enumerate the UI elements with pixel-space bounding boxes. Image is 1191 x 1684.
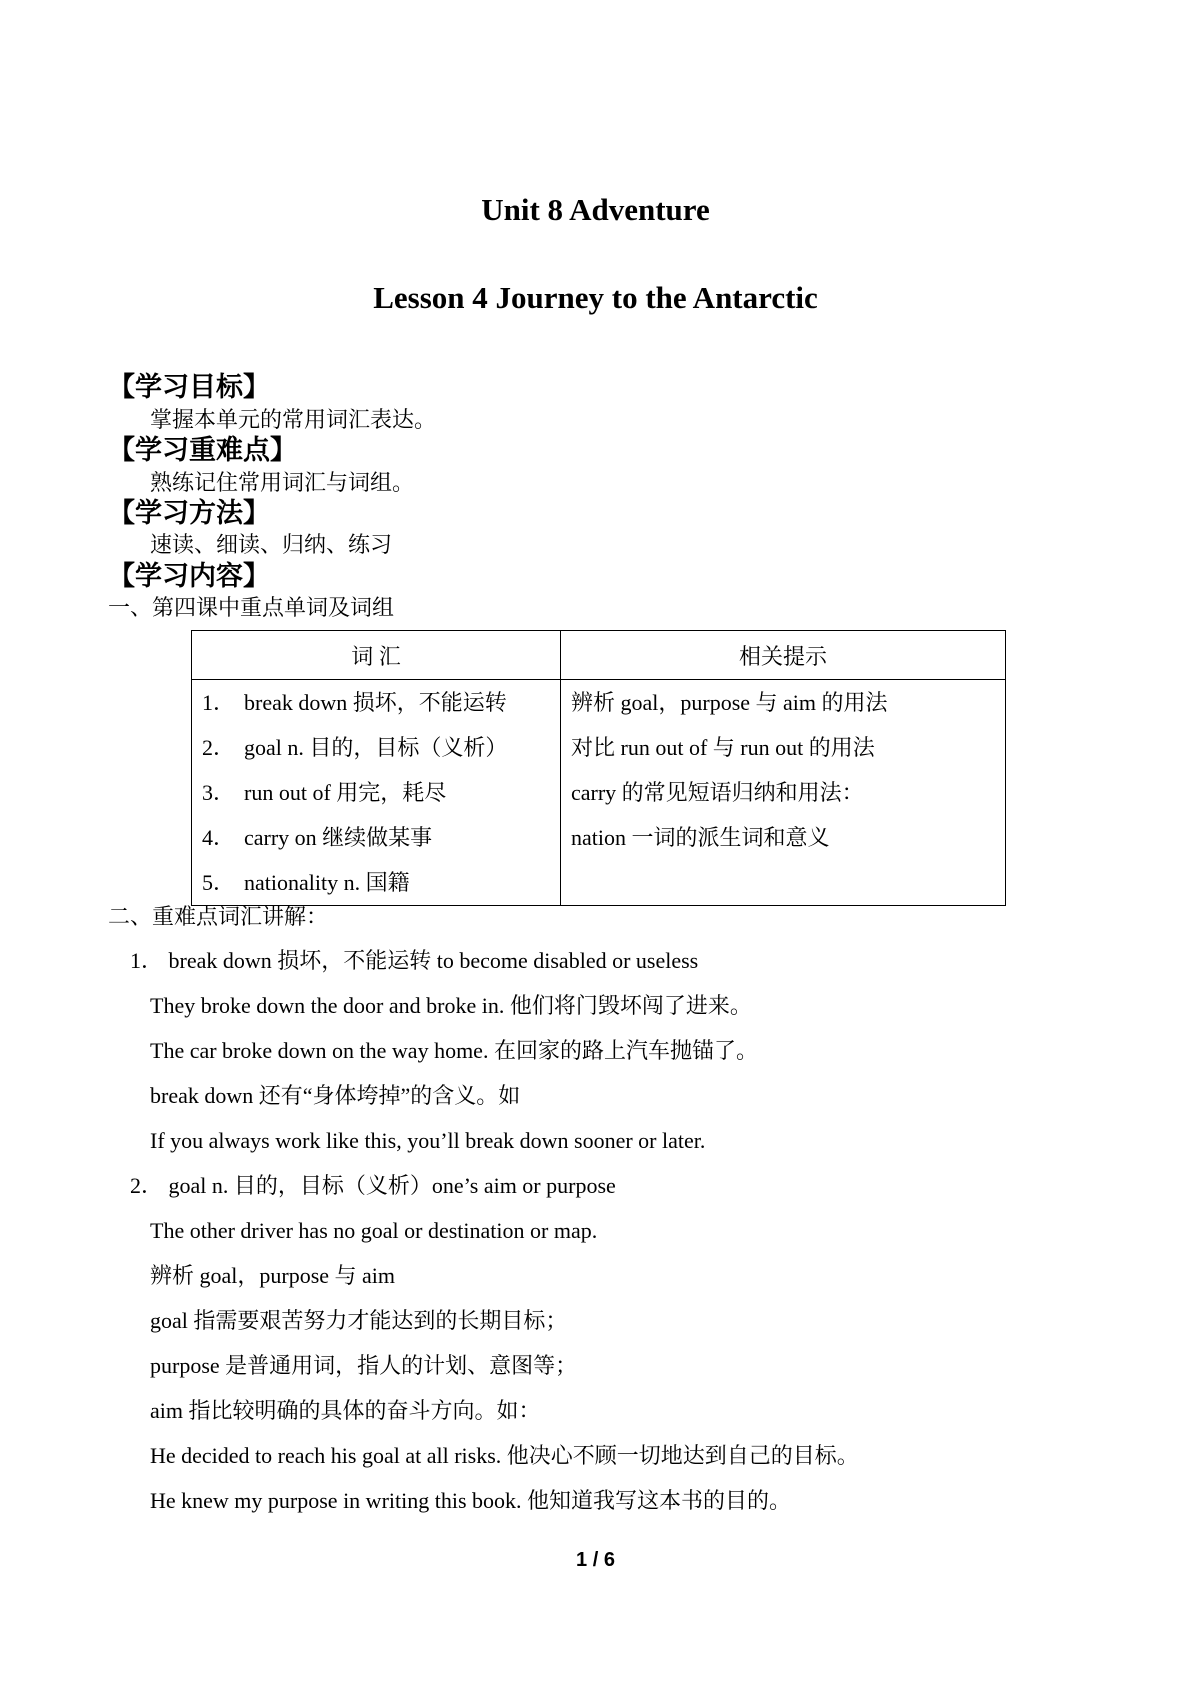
item2-title: 2． goal n. 目的，目标（义析）one’s aim or purpose: [130, 1173, 616, 1198]
vocab-list-cell: [192, 680, 561, 906]
example-line: He knew my purpose in writing this book. 他知道我写这本书的目的。: [150, 1488, 792, 1513]
example-line: If you always work like this, you’ll break down sooner or later.: [150, 1128, 706, 1153]
item-text: carry on 继续做某事: [244, 825, 433, 850]
lesson-title: Lesson 4 Journey to the Antarctic: [373, 280, 818, 315]
method-text: 速读、细读、归纳、练习: [150, 532, 393, 557]
item-number: 4．: [202, 825, 236, 850]
hint-item: 辨析 goal，purpose 与 aim 的用法: [571, 690, 888, 715]
table-header-hints: 相关提示: [561, 631, 1006, 680]
list-item: [192, 770, 560, 815]
hint-item: carry 的常见短语归纳和用法：: [571, 780, 864, 805]
part1-title: 一、第四课中重点单词及词组: [108, 595, 395, 620]
example-line: They broke down the door and broke in. 他们将门毁坏闯了进来。: [150, 993, 752, 1018]
difficulty-heading: 【学习重难点】: [108, 435, 297, 466]
list-item: [192, 680, 560, 725]
table-header-row: [192, 631, 1006, 680]
goal-text: 掌握本单元的常用词汇表达。: [150, 407, 437, 432]
example-line: The car broke down on the way home. 在回家的路上汽车抛锚了。: [150, 1038, 758, 1063]
hints-list-cell: [561, 680, 1006, 906]
example-line: goal 指需要艰苦努力才能达到的长期目标；: [150, 1308, 568, 1333]
item-text: nationality n. 国籍: [244, 870, 410, 895]
item-text: run out of 用完，耗尽: [244, 780, 447, 805]
example-line: purpose 是普通用词，指人的计划、意图等；: [150, 1353, 578, 1378]
example-line: The other driver has no goal or destination or map.: [150, 1218, 598, 1243]
example-line: break down 还有“身体垮掉”的含义。如: [150, 1083, 521, 1108]
list-item: [192, 860, 560, 905]
item1-title: 1． break down 损坏，不能运转 to become disabled or useless: [130, 948, 699, 973]
unit-title: Unit 8 Adventure: [481, 192, 710, 227]
item-number: 5．: [202, 870, 236, 895]
goal-heading: 【学习目标】: [108, 372, 270, 403]
item-text: goal n. 目的，目标（义析）: [244, 735, 508, 760]
hint-item: 对比 run out of 与 run out 的用法: [571, 735, 875, 760]
difficulty-text: 熟练记住常用词汇与词组。: [150, 470, 415, 495]
example-line: 辨析 goal，purpose 与 aim: [150, 1263, 396, 1288]
page-number: 1 / 6: [576, 1549, 615, 1571]
hint-item: nation 一词的派生词和意义: [571, 825, 830, 850]
method-heading: 【学习方法】: [108, 498, 270, 529]
content-heading: 【学习内容】: [108, 561, 270, 592]
example-line: aim 指比较明确的具体的奋斗方向。如：: [150, 1398, 541, 1423]
item-number: 2．: [202, 735, 236, 760]
part2-title: 二、重难点词汇讲解：: [108, 904, 329, 929]
list-item: [192, 725, 560, 770]
item-text: break down 损坏，不能运转: [244, 690, 507, 715]
vocab-table: [191, 630, 1006, 906]
table-header-vocab: 词 汇: [192, 631, 561, 680]
item-number: 1．: [202, 690, 236, 715]
list-item: [192, 815, 560, 860]
item-number: 3．: [202, 780, 236, 805]
table-row: [192, 680, 1006, 906]
example-line: He decided to reach his goal at all risks. 他决心不顾一切地达到自己的目标。: [150, 1443, 859, 1468]
